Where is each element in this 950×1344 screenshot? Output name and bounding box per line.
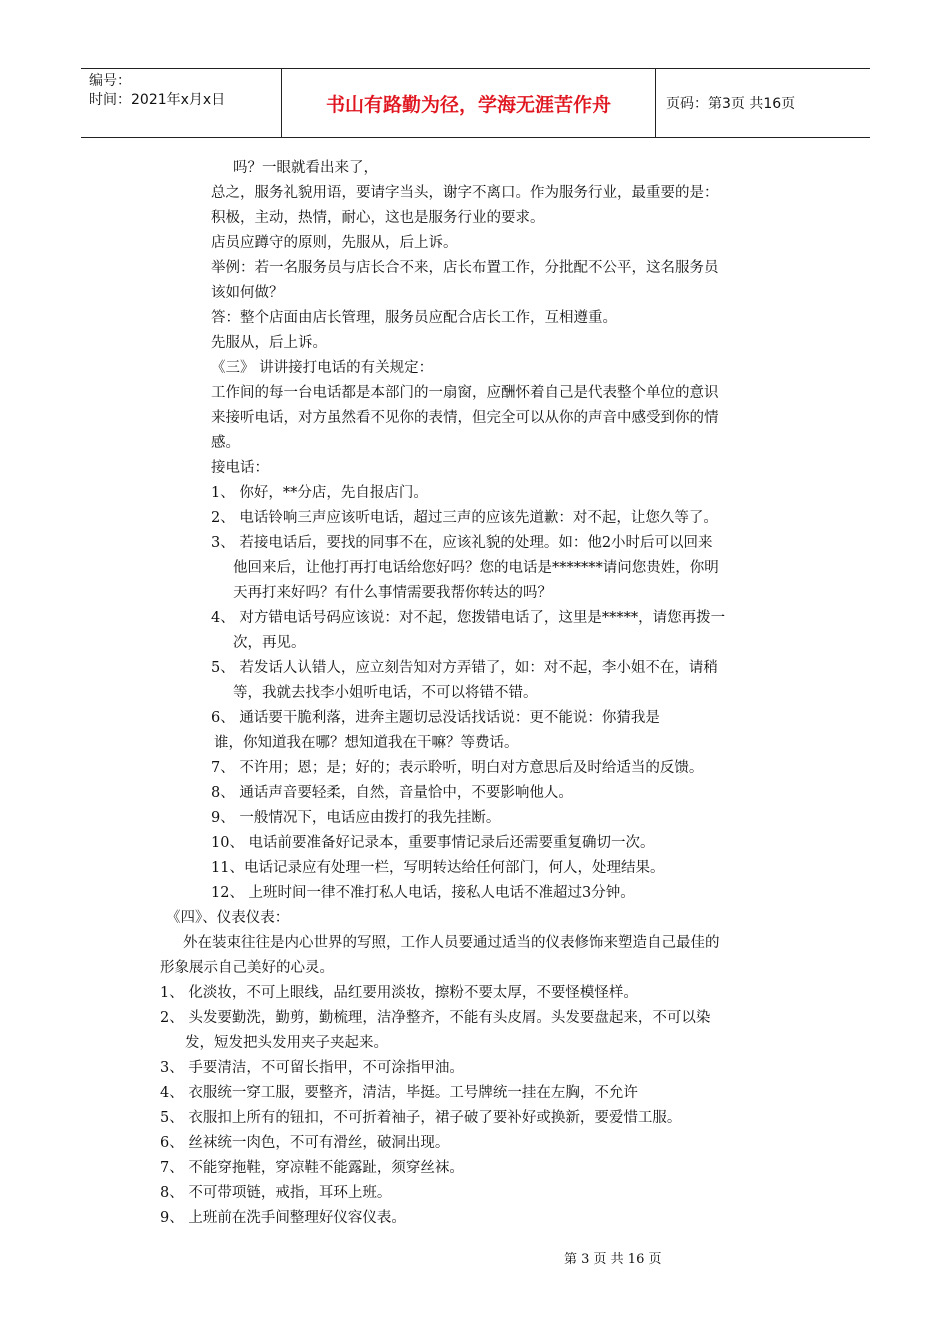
text-line: 1、 你好，**分店，先自报店门。 (211, 485, 428, 501)
text-line: 11、电话记录应有处理一栏，写明转达给任何部门，何人，处理结果。 (211, 860, 665, 876)
text-line: 1、 化淡妆，不可上眼线，品红要用淡妆，擦粉不要太厚，不要怪模怪样。 (160, 985, 638, 1001)
text-line: 吗？一眼就看出来了， (233, 160, 378, 176)
text-line: 8、 不可带项链，戒指，耳环上班。 (160, 1185, 392, 1201)
text-line: 积极，主动，热情，耐心，这也是服务行业的要求。 (211, 210, 545, 226)
text-line: 次，再见。 (233, 635, 306, 651)
date-line: 时间：2021年x月x日 (89, 92, 226, 108)
serial-number-label: 编号： (89, 73, 131, 89)
text-line: 他回来后，让他打再打电话给您好吗？您的电话是*******请问您贵姓，你明 (233, 560, 719, 576)
text-line: 6、 通话要干脆利落，进奔主题切忌没话找话说：更不能说：你猜我是 (211, 710, 660, 726)
text-line: 举例：若一名服务员与店长合不来，店长布置工作，分批配不公平，这名服务员 (211, 260, 719, 276)
text-line: 2、 电话铃响三声应该听电话，超过三声的应该先道歉：对不起，让您久等了。 (211, 510, 718, 526)
page-footer: 第 3 页 共 16 页 (564, 1252, 662, 1267)
text-line: 工作间的每一台电话都是本部门的一扇窗，应酬怀着自己是代表整个单位的意识 (211, 385, 719, 401)
text-line: 7、 不许用；恩；是；好的；表示聆听，明白对方意思后及时给适当的反馈。 (211, 760, 704, 776)
text-line: 3、 若接电话后，要找的同事不在，应该礼貌的处理。如：他2小时后可以回来 (211, 535, 713, 551)
text-line: 总之，服务礼貌用语，要请字当头，谢字不离口。作为服务行业，最重要的是： (211, 185, 719, 201)
text-line: 5、 若发话人认错人，应立刻告知对方弄错了，如：对不起，李小姐不在，请稍 (211, 660, 718, 676)
text-line: 来接听电话，对方虽然看不见你的表情，但完全可以从你的声音中感受到你的情 (211, 410, 719, 426)
header-page-info: 页码：第3页 共16页 (666, 96, 796, 112)
text-line: 谁，你知道我在哪？想知道我在干嘛？等费话。 (214, 735, 519, 751)
text-line: 10、 电话前要准备好记录本，重要事情记录后还需要重复确切一次。 (211, 835, 655, 851)
text-line: 接电话： (211, 460, 269, 476)
text-line: 2、 头发要勤洗，勤剪，勤梳理，洁净整齐，不能有头皮屑。头发要盘起来，不可以染 (160, 1010, 711, 1026)
text-line: 9、 上班前在洗手间整理好仪容仪表。 (160, 1210, 406, 1226)
text-line: 外在装束往往是内心世界的写照，工作人员要通过适当的仪表修饰来塑造自己最佳的 (183, 935, 720, 951)
text-line: 9、 一般情况下，电话应由拨打的我先挂断。 (211, 810, 501, 826)
text-line: 该如何做？ (211, 285, 284, 301)
text-line: 4、 对方错电话号码应该说：对不起，您拨错电话了，这里是*****，请您再拨一 (211, 610, 726, 626)
text-line: 《三》 讲讲接打电话的有关规定： (211, 360, 434, 376)
text-line: 5、 衣服扣上所有的钮扣，不可折着袖子，裙子破了要补好或换新，要爱惜工服。 (160, 1110, 682, 1126)
text-line: 8、 通话声音要轻柔，自然，音量恰中，不要影响他人。 (211, 785, 573, 801)
text-line: 天再打来好吗？有什么事情需要我帮你转达的吗？ (233, 585, 552, 601)
text-line: 店员应蹲守的原则，先服从，后上诉。 (211, 235, 458, 251)
header-meta-cell (81, 69, 282, 137)
header-motto: 书山有路勤为径，学海无涯苦作舟 (282, 69, 656, 137)
text-line: 《四》、仪表仪表： (166, 910, 290, 926)
text-line: 感。 (211, 435, 240, 451)
text-line: 3、 手要清洁，不可留长指甲，不可涂指甲油。 (160, 1060, 464, 1076)
text-line: 先服从，后上诉。 (211, 335, 327, 351)
document-header (81, 68, 870, 138)
text-line: 答：整个店面由店长管理，服务员应配合店长工作，互相遵重。 (211, 310, 617, 326)
text-line: 12、 上班时间一律不准打私人电话，接私人电话不准超过3分钟。 (211, 885, 635, 901)
text-line: 4、 衣服统一穿工服，要整齐，清洁，毕挺。工号牌统一挂在左胸，不允许 (160, 1085, 638, 1101)
text-line: 6、 丝袜统一肉色，不可有滑丝，破洞出现。 (160, 1135, 450, 1151)
text-line: 形象展示自己美好的心灵。 (160, 960, 334, 976)
text-line: 7、 不能穿拖鞋，穿凉鞋不能露趾，须穿丝袜。 (160, 1160, 464, 1176)
text-line: 发，短发把头发用夹子夹起来。 (185, 1035, 388, 1051)
text-line: 等，我就去找李小姐听电话，不可以将错不错。 (233, 685, 538, 701)
